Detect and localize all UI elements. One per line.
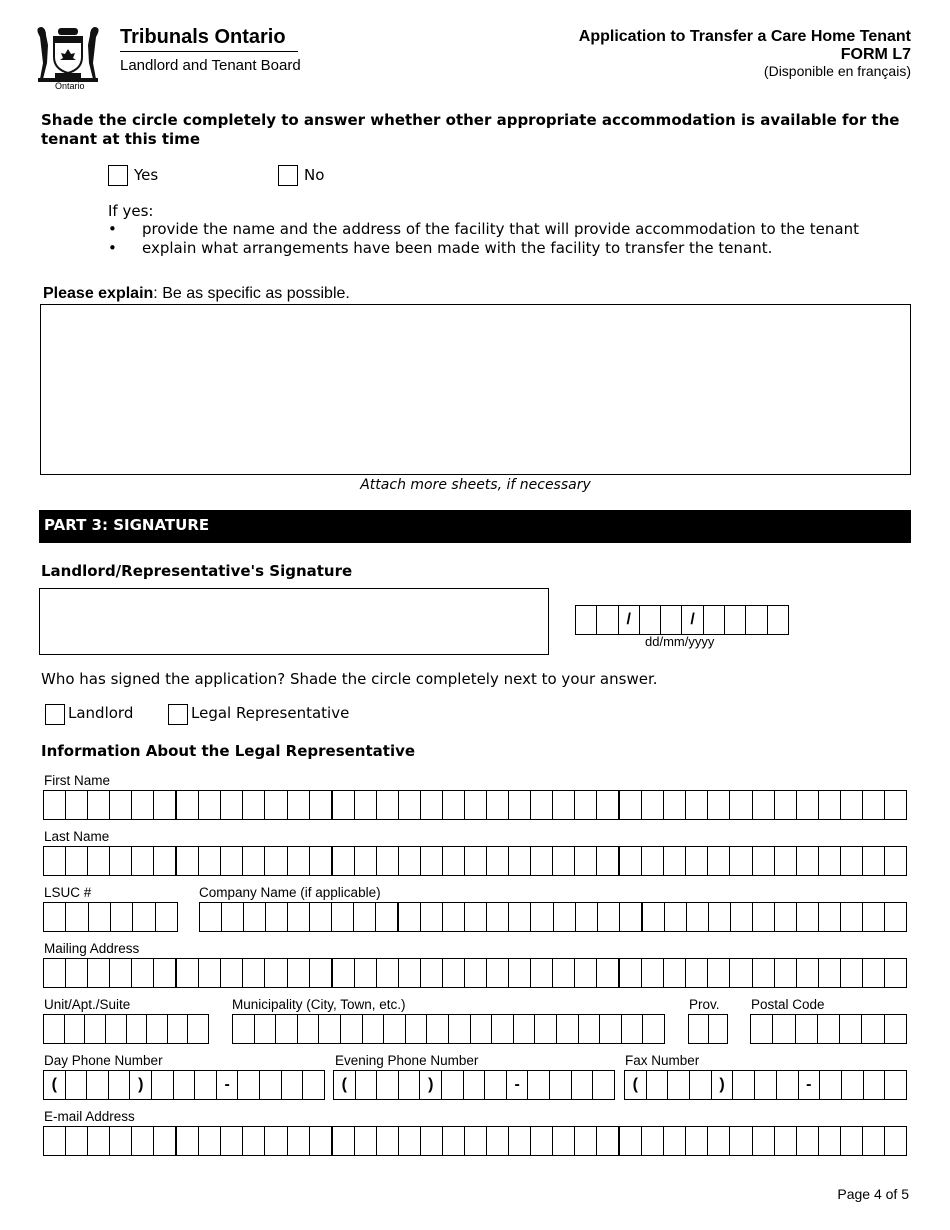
char-cell[interactable] <box>66 903 88 931</box>
char-cell[interactable] <box>597 791 620 819</box>
char-cell[interactable] <box>465 791 487 819</box>
char-cell[interactable] <box>66 959 88 987</box>
char-cell[interactable] <box>708 847 730 875</box>
char-cell[interactable] <box>88 847 110 875</box>
mailing-address-input[interactable] <box>43 958 907 988</box>
char-cell[interactable] <box>44 903 66 931</box>
char-cell[interactable] <box>686 959 708 987</box>
char-cell[interactable] <box>154 1127 177 1155</box>
char-cell[interactable] <box>557 1015 579 1043</box>
org-name: Tribunals Ontario <box>120 26 286 48</box>
char-cell[interactable] <box>199 959 221 987</box>
char-cell[interactable] <box>66 791 88 819</box>
char-cell[interactable] <box>863 847 885 875</box>
char-cell[interactable] <box>310 903 332 931</box>
char-cell[interactable] <box>642 959 664 987</box>
org-subname: Landlord and Tenant Board <box>120 57 301 74</box>
char-cell[interactable] <box>44 847 66 875</box>
char-cell[interactable] <box>492 1015 514 1043</box>
char-cell[interactable] <box>66 847 88 875</box>
lsuc-input[interactable] <box>43 902 178 932</box>
lsuc-label: LSUC # <box>44 885 92 900</box>
char-cell[interactable] <box>841 959 863 987</box>
char-cell[interactable] <box>579 1015 601 1043</box>
char-cell[interactable] <box>775 847 797 875</box>
char-cell[interactable] <box>199 847 221 875</box>
char-cell[interactable] <box>622 1015 644 1043</box>
char-cell[interactable] <box>288 959 310 987</box>
char-cell[interactable] <box>797 959 819 987</box>
char-cell[interactable] <box>620 791 642 819</box>
char-cell[interactable] <box>221 959 243 987</box>
char-cell[interactable] <box>775 1127 797 1155</box>
char-cell[interactable] <box>753 791 775 819</box>
accommodation-question: Shade the circle completely to answer whether other appropriate accommodation is available for the tenant at this time <box>41 111 900 148</box>
char-cell[interactable] <box>132 1127 154 1155</box>
char-cell[interactable] <box>576 903 598 931</box>
char-cell[interactable] <box>384 1015 406 1043</box>
char-cell[interactable] <box>341 1015 363 1043</box>
unit-label: Unit/Apt./Suite <box>44 997 131 1012</box>
char-cell[interactable] <box>509 959 531 987</box>
char-cell[interactable] <box>664 847 686 875</box>
char-cell[interactable] <box>110 1127 132 1155</box>
char-cell[interactable] <box>686 847 708 875</box>
char-cell[interactable] <box>885 847 906 875</box>
char-cell[interactable] <box>686 791 708 819</box>
day-phone-label: Day Phone Number <box>44 1053 163 1068</box>
char-cell[interactable] <box>406 1015 428 1043</box>
landlord-label: Landlord <box>68 704 134 722</box>
char-cell[interactable] <box>44 1015 65 1043</box>
char-cell[interactable] <box>840 1015 862 1043</box>
yes-checkbox[interactable] <box>108 165 128 186</box>
char-cell[interactable] <box>509 847 531 875</box>
char-cell[interactable] <box>110 791 132 819</box>
char-cell[interactable] <box>66 1127 88 1155</box>
char-cell[interactable] <box>753 959 775 987</box>
char-cell[interactable] <box>575 847 597 875</box>
char-cell[interactable] <box>132 791 154 819</box>
char-cell[interactable] <box>863 959 885 987</box>
char-cell[interactable] <box>111 903 133 931</box>
fax-input[interactable]: ( ) - <box>624 1070 907 1100</box>
char-cell[interactable] <box>665 903 687 931</box>
who-signed-question: Who has signed the application? Shade the circle completely next to your answer. <box>41 670 658 688</box>
char-cell[interactable] <box>310 791 333 819</box>
char-cell[interactable] <box>421 791 443 819</box>
char-cell[interactable] <box>487 791 509 819</box>
char-cell[interactable] <box>89 903 111 931</box>
email-label: E-mail Address <box>44 1109 135 1124</box>
char-cell[interactable] <box>333 847 355 875</box>
day-phone-input[interactable]: ( ) - <box>43 1070 325 1100</box>
char-cell[interactable] <box>168 1015 189 1043</box>
first-name-input[interactable] <box>43 790 907 820</box>
char-cell[interactable] <box>730 847 752 875</box>
char-cell[interactable] <box>863 791 885 819</box>
char-cell[interactable] <box>377 791 399 819</box>
char-cell[interactable] <box>355 791 377 819</box>
char-cell[interactable] <box>465 1127 487 1155</box>
char-cell[interactable] <box>399 1127 421 1155</box>
char-cell[interactable] <box>553 1127 575 1155</box>
char-cell[interactable] <box>753 847 775 875</box>
char-cell[interactable] <box>255 1015 277 1043</box>
char-cell[interactable] <box>221 1127 243 1155</box>
prov-input[interactable] <box>688 1014 728 1044</box>
legal-rep-label: Legal Representative <box>191 704 350 722</box>
evening-phone-label: Evening Phone Number <box>335 1053 479 1068</box>
char-cell[interactable] <box>597 1127 620 1155</box>
char-cell[interactable] <box>449 1015 471 1043</box>
char-cell[interactable] <box>443 847 465 875</box>
char-cell[interactable] <box>709 903 731 931</box>
legal-rep-heading: Information About the Legal Representative <box>41 742 416 760</box>
char-cell[interactable] <box>664 1127 686 1155</box>
date-format-hint: dd/mm/yyyy <box>645 634 715 649</box>
char-cell[interactable] <box>65 1015 86 1043</box>
char-cell[interactable] <box>731 903 753 931</box>
char-cell[interactable] <box>487 903 509 931</box>
char-cell[interactable] <box>575 1127 597 1155</box>
char-cell[interactable] <box>188 1015 208 1043</box>
char-cell[interactable] <box>421 847 443 875</box>
char-cell[interactable] <box>427 1015 449 1043</box>
char-cell[interactable] <box>44 959 66 987</box>
char-cell[interactable] <box>154 959 177 987</box>
char-cell[interactable] <box>797 1127 819 1155</box>
char-cell[interactable] <box>775 791 797 819</box>
char-cell[interactable] <box>730 959 752 987</box>
last-name-input[interactable] <box>43 846 907 876</box>
char-cell[interactable] <box>487 959 509 987</box>
landlord-checkbox[interactable] <box>45 704 65 725</box>
char-cell[interactable] <box>443 959 465 987</box>
char-cell[interactable] <box>399 959 421 987</box>
char-cell[interactable] <box>377 847 399 875</box>
page-number: Page 4 of 5 <box>837 1186 909 1202</box>
char-cell[interactable] <box>620 847 642 875</box>
char-cell[interactable] <box>221 847 243 875</box>
char-cell[interactable] <box>88 1127 110 1155</box>
char-cell[interactable] <box>753 903 775 931</box>
char-cell[interactable] <box>797 791 819 819</box>
municipality-input[interactable] <box>232 1014 665 1044</box>
char-cell[interactable] <box>797 847 819 875</box>
char-cell[interactable] <box>509 791 531 819</box>
char-cell[interactable] <box>288 791 310 819</box>
char-cell[interactable] <box>154 791 177 819</box>
char-cell[interactable] <box>154 847 177 875</box>
char-cell[interactable] <box>863 1127 885 1155</box>
char-cell[interactable] <box>620 903 643 931</box>
char-cell[interactable] <box>443 1127 465 1155</box>
char-cell[interactable] <box>298 1015 320 1043</box>
char-cell[interactable] <box>487 1127 509 1155</box>
char-cell[interactable] <box>643 903 665 931</box>
last-name-label: Last Name <box>44 829 110 844</box>
char-cell[interactable] <box>885 1127 906 1155</box>
char-cell[interactable] <box>600 1015 622 1043</box>
char-cell[interactable] <box>709 1015 728 1043</box>
char-cell[interactable] <box>265 847 287 875</box>
please-explain-label: Please explain: Be as specific as possible. <box>43 285 350 302</box>
char-cell[interactable] <box>531 847 553 875</box>
char-cell[interactable] <box>265 1127 287 1155</box>
char-cell[interactable] <box>355 1127 377 1155</box>
signature-heading: Landlord/Representative's Signature <box>41 562 353 580</box>
char-cell[interactable] <box>399 791 421 819</box>
char-cell[interactable] <box>177 791 199 819</box>
char-cell[interactable] <box>421 1127 443 1155</box>
char-cell[interactable] <box>377 959 399 987</box>
char-cell[interactable] <box>333 1127 355 1155</box>
company-name-input[interactable] <box>199 902 907 932</box>
bullet-dot: • <box>108 220 117 238</box>
char-cell[interactable] <box>553 847 575 875</box>
char-cell[interactable] <box>266 903 288 931</box>
char-cell[interactable] <box>333 791 355 819</box>
municipality-label: Municipality (City, Town, etc.) <box>232 997 406 1012</box>
instruction-bullet: explain what arrangements have been made with the facility to transfer the tenant. <box>142 239 773 257</box>
fax-label: Fax Number <box>625 1053 700 1068</box>
char-cell[interactable] <box>310 1127 333 1155</box>
if-yes-label: If yes: <box>108 202 154 220</box>
signature-date-input[interactable]: / / <box>575 605 789 635</box>
char-cell[interactable] <box>147 1015 168 1043</box>
part3-banner <box>39 510 911 543</box>
char-cell[interactable] <box>773 1015 795 1043</box>
char-cell[interactable] <box>156 903 177 931</box>
char-cell[interactable] <box>818 1015 840 1043</box>
char-cell[interactable] <box>310 847 333 875</box>
char-cell[interactable] <box>88 791 110 819</box>
char-cell[interactable] <box>465 903 487 931</box>
char-cell[interactable] <box>288 1127 310 1155</box>
char-cell[interactable] <box>244 903 266 931</box>
char-cell[interactable] <box>514 1015 536 1043</box>
char-cell[interactable] <box>535 1015 557 1043</box>
char-cell[interactable] <box>643 1015 664 1043</box>
postal-code-input[interactable] <box>750 1014 907 1044</box>
char-cell[interactable] <box>841 903 863 931</box>
char-cell[interactable] <box>177 847 199 875</box>
char-cell[interactable] <box>531 959 553 987</box>
char-cell[interactable] <box>862 1015 884 1043</box>
char-cell[interactable] <box>243 847 265 875</box>
yes-label: Yes <box>134 166 159 184</box>
char-cell[interactable] <box>377 1127 399 1155</box>
char-cell[interactable] <box>399 847 421 875</box>
char-cell[interactable] <box>222 903 244 931</box>
explanation-textarea[interactable] <box>40 304 911 475</box>
char-cell[interactable] <box>531 1127 553 1155</box>
instruction-bullet: provide the name and the address of the facility that will provide accommodation to the tenant <box>142 220 859 238</box>
char-cell[interactable] <box>554 903 576 931</box>
char-cell[interactable] <box>421 903 443 931</box>
signature-box[interactable] <box>39 588 549 655</box>
char-cell[interactable] <box>354 903 376 931</box>
prov-label: Prov. <box>689 997 720 1012</box>
char-cell[interactable] <box>355 847 377 875</box>
char-cell[interactable] <box>265 959 287 987</box>
form-title: Application to Transfer a Care Home Tenant <box>578 28 911 45</box>
char-cell[interactable] <box>597 959 620 987</box>
char-cell[interactable] <box>686 1127 708 1155</box>
char-cell[interactable] <box>819 847 841 875</box>
char-cell[interactable] <box>276 1015 298 1043</box>
char-cell[interactable] <box>885 791 906 819</box>
char-cell[interactable] <box>471 1015 493 1043</box>
char-cell[interactable] <box>689 1015 709 1043</box>
char-cell[interactable] <box>443 791 465 819</box>
char-cell[interactable] <box>332 903 354 931</box>
char-cell[interactable] <box>575 959 597 987</box>
char-cell[interactable] <box>85 1015 106 1043</box>
char-cell[interactable] <box>598 903 620 931</box>
char-cell[interactable] <box>177 959 199 987</box>
char-cell[interactable] <box>642 1127 664 1155</box>
char-cell[interactable] <box>399 903 421 931</box>
char-cell[interactable] <box>531 903 553 931</box>
char-cell[interactable] <box>642 791 664 819</box>
char-cell[interactable] <box>110 847 132 875</box>
char-cell[interactable] <box>127 1015 148 1043</box>
char-cell[interactable] <box>553 791 575 819</box>
mailing-label: Mailing Address <box>44 941 140 956</box>
char-cell[interactable] <box>106 1015 127 1043</box>
char-cell[interactable] <box>863 903 885 931</box>
char-cell[interactable] <box>421 959 443 987</box>
ontario-coat-of-arms-logo <box>34 25 102 85</box>
char-cell[interactable] <box>487 847 509 875</box>
char-cell[interactable] <box>133 903 155 931</box>
char-cell[interactable] <box>376 903 399 931</box>
char-cell[interactable] <box>243 1127 265 1155</box>
char-cell[interactable] <box>200 903 222 931</box>
char-cell[interactable] <box>233 1015 255 1043</box>
logo-caption: Ontario <box>55 81 85 91</box>
char-cell[interactable] <box>775 903 797 931</box>
no-label: No <box>304 166 325 184</box>
char-cell[interactable] <box>310 959 333 987</box>
french-note: (Disponible en français) <box>763 63 911 79</box>
char-cell[interactable] <box>753 1127 775 1155</box>
char-cell[interactable] <box>199 791 221 819</box>
bullet-dot: • <box>108 239 117 257</box>
char-cell[interactable] <box>355 959 377 987</box>
char-cell[interactable] <box>319 1015 341 1043</box>
part3-banner-title: PART 3: SIGNATURE <box>44 516 210 534</box>
char-cell[interactable] <box>841 847 863 875</box>
char-cell[interactable] <box>885 903 906 931</box>
char-cell[interactable] <box>44 791 66 819</box>
first-name-label: First Name <box>44 773 111 788</box>
char-cell[interactable] <box>531 791 553 819</box>
char-cell[interactable] <box>642 847 664 875</box>
char-cell[interactable] <box>775 959 797 987</box>
char-cell[interactable] <box>88 959 110 987</box>
char-cell[interactable] <box>243 959 265 987</box>
char-cell[interactable] <box>465 847 487 875</box>
char-cell[interactable] <box>110 959 132 987</box>
char-cell[interactable] <box>199 1127 221 1155</box>
char-cell[interactable] <box>730 791 752 819</box>
char-cell[interactable] <box>243 791 265 819</box>
char-cell[interactable] <box>841 1127 863 1155</box>
char-cell[interactable] <box>363 1015 385 1043</box>
char-cell[interactable] <box>797 903 819 931</box>
char-cell[interactable] <box>553 959 575 987</box>
legal-rep-checkbox[interactable] <box>168 704 188 725</box>
char-cell[interactable] <box>664 959 686 987</box>
unit-input[interactable] <box>43 1014 209 1044</box>
char-cell[interactable] <box>885 959 906 987</box>
char-cell[interactable] <box>885 1015 906 1043</box>
char-cell[interactable] <box>620 1127 642 1155</box>
char-cell[interactable] <box>620 959 642 987</box>
char-cell[interactable] <box>708 791 730 819</box>
char-cell[interactable] <box>819 791 841 819</box>
char-cell[interactable] <box>132 847 154 875</box>
char-cell[interactable] <box>288 847 310 875</box>
evening-phone-input[interactable]: ( ) - <box>333 1070 615 1100</box>
char-cell[interactable] <box>509 1127 531 1155</box>
char-cell[interactable] <box>819 959 841 987</box>
char-cell[interactable] <box>708 959 730 987</box>
form-id: FORM L7 <box>840 46 911 63</box>
char-cell[interactable] <box>597 847 620 875</box>
char-cell[interactable] <box>841 791 863 819</box>
char-cell[interactable] <box>265 791 287 819</box>
header-divider <box>120 51 298 52</box>
char-cell[interactable] <box>575 791 597 819</box>
char-cell[interactable] <box>708 1127 730 1155</box>
char-cell[interactable] <box>44 1127 66 1155</box>
char-cell[interactable] <box>751 1015 773 1043</box>
char-cell[interactable] <box>730 1127 752 1155</box>
char-cell[interactable] <box>509 903 531 931</box>
char-cell[interactable] <box>465 959 487 987</box>
no-checkbox[interactable] <box>278 165 298 186</box>
postal-label: Postal Code <box>751 997 825 1012</box>
attach-note: Attach more sheets, if necessary <box>360 477 591 493</box>
company-label: Company Name (if applicable) <box>199 885 381 900</box>
char-cell[interactable] <box>443 903 465 931</box>
char-cell[interactable] <box>664 791 686 819</box>
char-cell[interactable] <box>132 959 154 987</box>
char-cell[interactable] <box>288 903 310 931</box>
char-cell[interactable] <box>221 791 243 819</box>
char-cell[interactable] <box>177 1127 199 1155</box>
char-cell[interactable] <box>333 959 355 987</box>
char-cell[interactable] <box>819 1127 841 1155</box>
email-input[interactable] <box>43 1126 907 1156</box>
char-cell[interactable] <box>819 903 841 931</box>
char-cell[interactable] <box>687 903 709 931</box>
char-cell[interactable] <box>796 1015 818 1043</box>
